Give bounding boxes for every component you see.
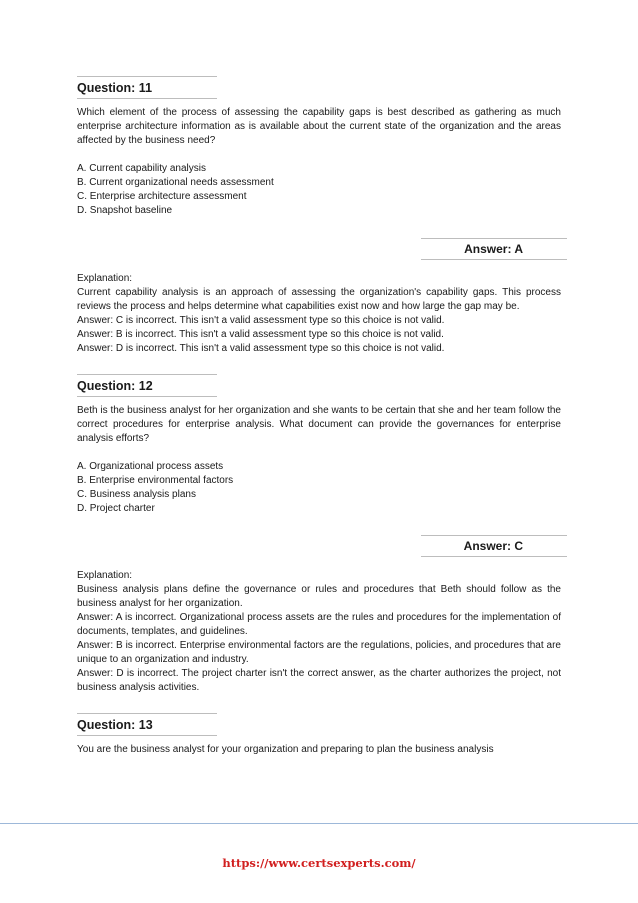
question-text: You are the business analyst for your organization and preparing to plan the business analysis: [77, 744, 494, 755]
option-b: B. Enterprise environmental factors: [77, 475, 234, 486]
explanation-11: [77, 272, 561, 356]
footer-divider: [0, 823, 638, 824]
question-11-heading: [77, 76, 217, 99]
option-d: D. Snapshot baseline: [77, 205, 173, 216]
explanation-line: Answer: B is incorrect. Enterprise environmental factors are the regulations, policies, and procedures that are unique to an organization and industry.: [77, 640, 561, 665]
question-text: Which element of the process of assessing the capability gaps is best described as gathering as much enterprise architecture information as is available about the current state of the organization and the areas affected by the business need?: [77, 107, 561, 146]
option-c: C. Business analysis plans: [77, 489, 196, 500]
question-13-body: [77, 743, 561, 757]
option-c: C. Enterprise architecture assessment: [77, 191, 247, 202]
question-11-body: [77, 106, 561, 218]
question-title: Question: 12: [77, 379, 153, 393]
question-12-heading: [77, 374, 217, 397]
explanation-line: Business analysis plans define the governance or rules and procedures that Beth should follow as the business analyst for her organization.: [77, 584, 561, 609]
explanation-line: Answer: A is incorrect. Organizational process assets are the rules and procedures for the implementation of documents, templates, and guidelines.: [77, 612, 561, 637]
answer-12-box: [421, 535, 567, 557]
answer-label: Answer: A: [464, 242, 523, 256]
explanation-label: Explanation:: [77, 570, 133, 581]
question-12-body: [77, 404, 561, 516]
explanation-line: Answer: D is incorrect. The project charter isn't the correct answer, as the charter authorizes the project, not business analysis activities.: [77, 668, 561, 693]
answer-label: Answer: C: [463, 539, 523, 553]
option-b: B. Current organizational needs assessment: [77, 177, 274, 188]
option-a: A. Current capability analysis: [77, 163, 206, 174]
option-d: D. Project charter: [77, 503, 155, 514]
explanation-label: Explanation:: [77, 273, 133, 284]
explanation-line: Answer: C is incorrect. This isn't a valid assessment type so this choice is not valid.: [77, 315, 445, 326]
explanation-line: Answer: B is incorrect. This isn't a valid assessment type so this choice is not valid.: [77, 329, 444, 340]
question-title: Question: 11: [77, 81, 153, 95]
question-text: Beth is the business analyst for her organization and she wants to be certain that she and her team follow the correct procedures for enterprise analysis. What document can provide the governances for enterprise analysis efforts?: [77, 405, 561, 444]
option-a: A. Organizational process assets: [77, 461, 224, 472]
explanation-12: [77, 569, 561, 695]
explanation-line: Current capability analysis is an approach of assessing the organization's capability gaps. This process reviews the process and helps determine what capabilities exist now and how large the gap may be.: [77, 287, 561, 312]
answer-11-box: [421, 238, 567, 260]
question-title: Question: 13: [77, 718, 153, 732]
footer-url-link[interactable]: https://www.certsexperts.com/: [222, 856, 416, 870]
explanation-line: Answer: D is incorrect. This isn't a valid assessment type so this choice is not valid.: [77, 343, 445, 354]
question-13-heading: [77, 713, 217, 736]
